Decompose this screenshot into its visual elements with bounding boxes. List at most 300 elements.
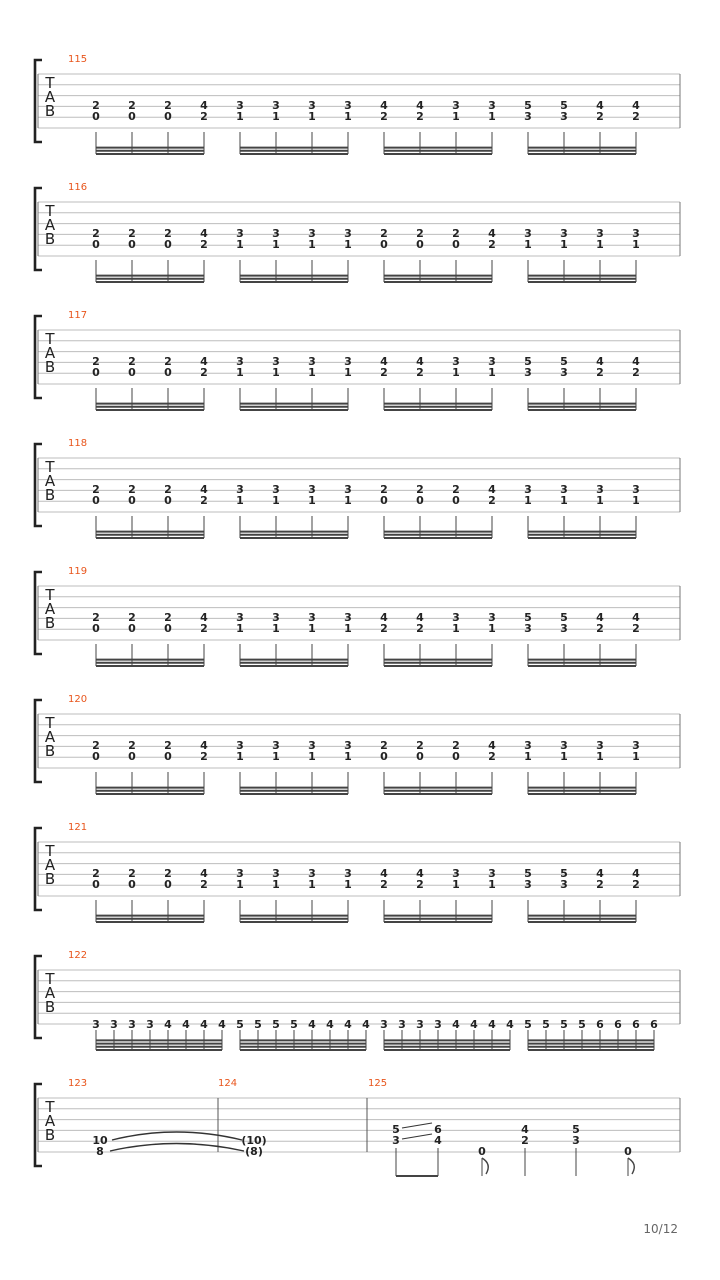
fret-number: 0: [128, 366, 136, 379]
tab-system: [35, 950, 680, 1050]
fret-number: 3: [308, 867, 316, 880]
fret-number: 0: [164, 366, 172, 379]
fret-number: 1: [452, 878, 460, 891]
fret-number: 3: [392, 1134, 400, 1147]
fret-number: 4: [182, 1018, 190, 1031]
fret-number: 2: [200, 110, 208, 123]
fret-number: 1: [560, 750, 568, 763]
fret-number: 3: [452, 867, 460, 880]
fret-number: 3: [488, 355, 496, 368]
fret-number: 2: [380, 739, 388, 752]
fret-number: 4: [488, 227, 496, 240]
fret-number: 1: [344, 110, 352, 123]
fret-number: 2: [200, 622, 208, 635]
fret-number: 1: [344, 494, 352, 507]
fret-number: 2: [632, 878, 640, 891]
fret-number: 0: [128, 622, 136, 635]
fret-number: 1: [236, 750, 244, 763]
tab-clef-letter: B: [44, 614, 56, 632]
tab-clef-letter: A: [44, 472, 56, 490]
fret-number: 2: [452, 739, 460, 752]
fret-number: 1: [272, 238, 280, 251]
fret-number: 1: [236, 110, 244, 123]
fret-number: 2: [92, 483, 100, 496]
fret-number: 0: [92, 494, 100, 507]
fret-number: 3: [344, 227, 352, 240]
tab-clef-letter: A: [44, 984, 56, 1002]
tab-clef-letter: A: [44, 216, 56, 234]
tab-clef-letter: T: [45, 1098, 55, 1116]
fret-number: 0: [452, 750, 460, 763]
fret-number: 2: [200, 750, 208, 763]
fret-number: 3: [398, 1018, 406, 1031]
fret-number: 0: [164, 622, 172, 635]
measure-number: 123: [68, 1078, 88, 1089]
fret-number: 2: [632, 110, 640, 123]
tab-system: [35, 182, 680, 282]
measure-number: 118: [68, 438, 88, 449]
fret-number: 0: [128, 238, 136, 251]
fret-number: 3: [596, 483, 604, 496]
fret-number: 1: [236, 494, 244, 507]
fret-number: 1: [488, 622, 496, 635]
fret-number: 5: [560, 355, 568, 368]
fret-number: 3: [488, 611, 496, 624]
fret-number: 3: [452, 355, 460, 368]
fret-number: 2: [92, 867, 100, 880]
fret-number: 3: [416, 1018, 424, 1031]
fret-number: 2: [200, 366, 208, 379]
fret-number: 0: [92, 878, 100, 891]
fret-number: 2: [416, 739, 424, 752]
fret-number: 5: [524, 99, 532, 112]
fret-number: 0: [128, 494, 136, 507]
fret-number: 4: [470, 1018, 478, 1031]
fret-number: 2: [128, 355, 136, 368]
fret-number: 3: [236, 611, 244, 624]
tab-system: [35, 694, 680, 794]
fret-number: 3: [560, 110, 568, 123]
fret-number: 2: [128, 227, 136, 240]
fret-number: 2: [380, 483, 388, 496]
fret-number: 1: [596, 494, 604, 507]
fret-number: 4: [362, 1018, 370, 1031]
fret-number: 2: [632, 366, 640, 379]
fret-number: 3: [272, 611, 280, 624]
fret-number: 5: [524, 355, 532, 368]
fret-number: 0: [92, 622, 100, 635]
fret-number: 0: [416, 494, 424, 507]
tab-clef-letter: A: [44, 88, 56, 106]
fret-number: 2: [632, 622, 640, 635]
fret-number: 5: [560, 611, 568, 624]
fret-number: 0: [478, 1145, 486, 1158]
fret-number: 2: [380, 622, 388, 635]
fret-number: 5: [560, 1018, 568, 1031]
fret-number: 2: [596, 622, 604, 635]
fret-number: 3: [236, 483, 244, 496]
fret-number: 0: [416, 238, 424, 251]
fret-number: 3: [596, 227, 604, 240]
fret-number: 1: [236, 366, 244, 379]
fret-number: 0: [164, 878, 172, 891]
fret-number: 1: [272, 494, 280, 507]
fret-number: 4: [488, 1018, 496, 1031]
fret-number: 3: [524, 739, 532, 752]
fret-number: 2: [92, 227, 100, 240]
fret-number: 1: [272, 878, 280, 891]
fret-number: 1: [344, 622, 352, 635]
fret-number: 4: [326, 1018, 334, 1031]
fret-number: 1: [308, 878, 316, 891]
fret-number: 4: [632, 99, 640, 112]
tab-clef-letter: T: [45, 714, 55, 732]
fret-number: 4: [164, 1018, 172, 1031]
tab-clef-letter: B: [44, 998, 56, 1016]
fret-number: 4: [596, 99, 604, 112]
tab-clef-letter: A: [44, 728, 56, 746]
fret-number: 1: [488, 110, 496, 123]
fret-number: 4: [452, 1018, 460, 1031]
fret-number: 6: [650, 1018, 658, 1031]
fret-number: 3: [272, 483, 280, 496]
fret-number: 3: [434, 1018, 442, 1031]
tab-clef-letter: T: [45, 458, 55, 476]
fret-number: 4: [380, 355, 388, 368]
measure-number: 120: [68, 694, 88, 705]
fret-number: 2: [380, 366, 388, 379]
tab-system: [35, 310, 680, 410]
fret-number: 3: [272, 867, 280, 880]
fret-number: 5: [524, 611, 532, 624]
fret-number: 1: [236, 878, 244, 891]
fret-number: 3: [92, 1018, 100, 1031]
tab-clef-letter: T: [45, 842, 55, 860]
measure-number: 119: [68, 566, 88, 577]
fret-number: 3: [632, 483, 640, 496]
fret-number: 2: [128, 483, 136, 496]
fret-number: 3: [488, 99, 496, 112]
fret-number: 4: [632, 611, 640, 624]
tie-arc: [112, 1132, 242, 1140]
fret-number: 4: [416, 99, 424, 112]
fret-number: 4: [380, 867, 388, 880]
tab-clef-letter: B: [44, 1126, 56, 1144]
tab-clef-letter: B: [44, 102, 56, 120]
fret-number: 3: [110, 1018, 118, 1031]
fret-number: 4: [596, 611, 604, 624]
fret-number: 4: [200, 867, 208, 880]
fret-number: 5: [578, 1018, 586, 1031]
fret-number: 3: [128, 1018, 136, 1031]
fret-number: 4: [308, 1018, 316, 1031]
fret-number: 4: [596, 867, 604, 880]
fret-number: 5: [524, 1018, 532, 1031]
fret-number: 2: [596, 110, 604, 123]
fret-number: 3: [146, 1018, 154, 1031]
fret-number: 4: [380, 99, 388, 112]
fret-number: 3: [524, 878, 532, 891]
fret-number: 0: [380, 750, 388, 763]
fret-number: 2: [596, 366, 604, 379]
tab-clef-letter: B: [44, 742, 56, 760]
fret-number: 6: [596, 1018, 604, 1031]
fret-number: 3: [452, 611, 460, 624]
tab-clef-letter: A: [44, 856, 56, 874]
fret-number: 2: [416, 110, 424, 123]
fret-number: 3: [344, 355, 352, 368]
fret-number: 3: [596, 739, 604, 752]
fret-number: 3: [236, 355, 244, 368]
fret-number: 0: [128, 750, 136, 763]
fret-number: (10): [241, 1134, 267, 1147]
fret-number: 1: [344, 750, 352, 763]
slide-line: [402, 1134, 432, 1139]
fret-number: 2: [92, 355, 100, 368]
fret-number: 5: [236, 1018, 244, 1031]
fret-number: 4: [380, 611, 388, 624]
fret-number: 4: [521, 1123, 529, 1136]
fret-number: 4: [200, 611, 208, 624]
tab-clef-letter: B: [44, 358, 56, 376]
fret-number: 3: [272, 227, 280, 240]
fret-number: 0: [164, 494, 172, 507]
fret-number: 0: [92, 238, 100, 251]
fret-number: 3: [236, 739, 244, 752]
fret-number: 3: [524, 622, 532, 635]
measure-number: 121: [68, 822, 88, 833]
fret-number: 2: [416, 483, 424, 496]
fret-number: 3: [560, 878, 568, 891]
fret-number: 3: [380, 1018, 388, 1031]
fret-number: 0: [92, 366, 100, 379]
fret-number: 2: [596, 878, 604, 891]
fret-number: 3: [572, 1134, 580, 1147]
fret-number: 0: [164, 110, 172, 123]
fret-number: 4: [218, 1018, 226, 1031]
fret-number: 3: [308, 483, 316, 496]
fret-number: 1: [488, 878, 496, 891]
fret-number: 0: [380, 494, 388, 507]
fret-number: 1: [452, 110, 460, 123]
fret-number: 2: [92, 739, 100, 752]
fret-number: 2: [164, 99, 172, 112]
measure-number: 125: [368, 1078, 388, 1089]
fret-number: 0: [164, 750, 172, 763]
tab-clef-letter: T: [45, 970, 55, 988]
fret-number: 4: [200, 227, 208, 240]
fret-number: 0: [624, 1145, 632, 1158]
fret-number: 3: [344, 611, 352, 624]
fret-number: 3: [632, 227, 640, 240]
fret-number: 1: [524, 238, 532, 251]
fret-number: 4: [416, 355, 424, 368]
fret-number: 1: [308, 366, 316, 379]
fret-number: 3: [560, 483, 568, 496]
fret-number: 1: [344, 238, 352, 251]
fret-number: 4: [200, 355, 208, 368]
fret-number: 3: [632, 739, 640, 752]
measure-number: 116: [68, 182, 88, 193]
fret-number: 3: [308, 99, 316, 112]
fret-number: 2: [164, 483, 172, 496]
fret-number: 1: [452, 366, 460, 379]
tab-system: [35, 1078, 680, 1176]
fret-number: 1: [524, 750, 532, 763]
fret-number: 3: [308, 739, 316, 752]
fret-number: 1: [308, 622, 316, 635]
measure-number: 115: [68, 54, 88, 65]
fret-number: 1: [272, 750, 280, 763]
fret-number: 3: [272, 739, 280, 752]
page-number: 10/12: [643, 1222, 678, 1236]
note-flag: [628, 1158, 634, 1174]
fret-number: 6: [434, 1123, 442, 1136]
measure-number: 124: [218, 1078, 238, 1089]
fret-number: 1: [632, 238, 640, 251]
fret-number: 4: [200, 739, 208, 752]
tab-clef-letter: T: [45, 202, 55, 220]
tab-clef-letter: B: [44, 486, 56, 504]
fret-number: 3: [560, 622, 568, 635]
fret-number: 8: [96, 1145, 104, 1158]
fret-number: 2: [380, 110, 388, 123]
tab-clef-letter: B: [44, 870, 56, 888]
fret-number: 3: [488, 867, 496, 880]
fret-number: 3: [524, 110, 532, 123]
fret-number: 4: [434, 1134, 442, 1147]
fret-number: 1: [344, 878, 352, 891]
fret-number: 2: [416, 227, 424, 240]
fret-number: 1: [344, 366, 352, 379]
fret-number: 3: [560, 366, 568, 379]
fret-number: 1: [272, 622, 280, 635]
fret-number: 3: [524, 483, 532, 496]
fret-number: 1: [308, 750, 316, 763]
fret-number: 2: [164, 611, 172, 624]
fret-number: 0: [164, 238, 172, 251]
fret-number: 5: [392, 1123, 400, 1136]
tab-clef-letter: B: [44, 230, 56, 248]
fret-number: 4: [344, 1018, 352, 1031]
tab-clef-letter: T: [45, 586, 55, 604]
tie-arc: [110, 1144, 244, 1152]
fret-number: 3: [308, 611, 316, 624]
fret-number: 2: [92, 611, 100, 624]
fret-number: 4: [632, 867, 640, 880]
fret-number: 3: [272, 99, 280, 112]
fret-number: 5: [290, 1018, 298, 1031]
fret-number: 5: [572, 1123, 580, 1136]
measure-number: 122: [68, 950, 88, 961]
fret-number: 2: [164, 739, 172, 752]
fret-number: 3: [308, 227, 316, 240]
fret-number: 4: [200, 1018, 208, 1031]
fret-number: 1: [272, 110, 280, 123]
fret-number: 5: [524, 867, 532, 880]
fret-number: 1: [452, 622, 460, 635]
fret-number: 4: [632, 355, 640, 368]
fret-number: 2: [521, 1134, 529, 1147]
fret-number: 1: [236, 238, 244, 251]
fret-number: 2: [200, 878, 208, 891]
fret-number: 4: [596, 355, 604, 368]
fret-number: 2: [416, 622, 424, 635]
fret-number: 4: [416, 867, 424, 880]
fret-number: 4: [200, 483, 208, 496]
fret-number: 4: [416, 611, 424, 624]
fret-number: 2: [380, 878, 388, 891]
fret-number: 3: [560, 227, 568, 240]
fret-number: 1: [488, 366, 496, 379]
fret-number: 2: [128, 739, 136, 752]
fret-number: 1: [596, 750, 604, 763]
fret-number: (8): [245, 1145, 263, 1158]
fret-number: 1: [560, 494, 568, 507]
fret-number: 0: [452, 494, 460, 507]
fret-number: 0: [452, 238, 460, 251]
note-flag: [482, 1158, 488, 1174]
fret-number: 2: [416, 366, 424, 379]
fret-number: 2: [416, 878, 424, 891]
slide-line: [402, 1123, 432, 1128]
fret-number: 1: [632, 494, 640, 507]
fret-number: 3: [524, 366, 532, 379]
tab-system: [35, 54, 680, 154]
fret-number: 4: [488, 483, 496, 496]
fret-number: 1: [308, 494, 316, 507]
fret-number: 1: [236, 622, 244, 635]
fret-number: 2: [488, 494, 496, 507]
fret-number: 3: [308, 355, 316, 368]
tab-clef-letter: A: [44, 1112, 56, 1130]
fret-number: 5: [254, 1018, 262, 1031]
fret-number: 3: [344, 483, 352, 496]
tab-system: [35, 566, 680, 666]
tab-system: [35, 822, 680, 922]
fret-number: 5: [272, 1018, 280, 1031]
fret-number: 3: [344, 867, 352, 880]
fret-number: 0: [416, 750, 424, 763]
fret-number: 2: [488, 750, 496, 763]
fret-number: 3: [452, 99, 460, 112]
fret-number: 4: [488, 739, 496, 752]
fret-number: 2: [200, 238, 208, 251]
fret-number: 3: [560, 739, 568, 752]
fret-number: 5: [560, 867, 568, 880]
fret-number: 3: [236, 867, 244, 880]
fret-number: 3: [272, 355, 280, 368]
fret-number: 0: [128, 110, 136, 123]
fret-number: 1: [308, 110, 316, 123]
fret-number: 3: [236, 227, 244, 240]
fret-number: 3: [236, 99, 244, 112]
fret-number: 1: [272, 366, 280, 379]
fret-number: 2: [380, 227, 388, 240]
fret-number: 0: [380, 238, 388, 251]
fret-number: 10: [92, 1134, 108, 1147]
fret-number: 2: [164, 355, 172, 368]
measure-number: 117: [68, 310, 88, 321]
fret-number: 2: [128, 611, 136, 624]
fret-number: 1: [308, 238, 316, 251]
fret-number: 1: [524, 494, 532, 507]
fret-number: 4: [200, 99, 208, 112]
fret-number: 2: [452, 483, 460, 496]
tab-clef-letter: T: [45, 74, 55, 92]
tab-clef-letter: T: [45, 330, 55, 348]
fret-number: 5: [560, 99, 568, 112]
